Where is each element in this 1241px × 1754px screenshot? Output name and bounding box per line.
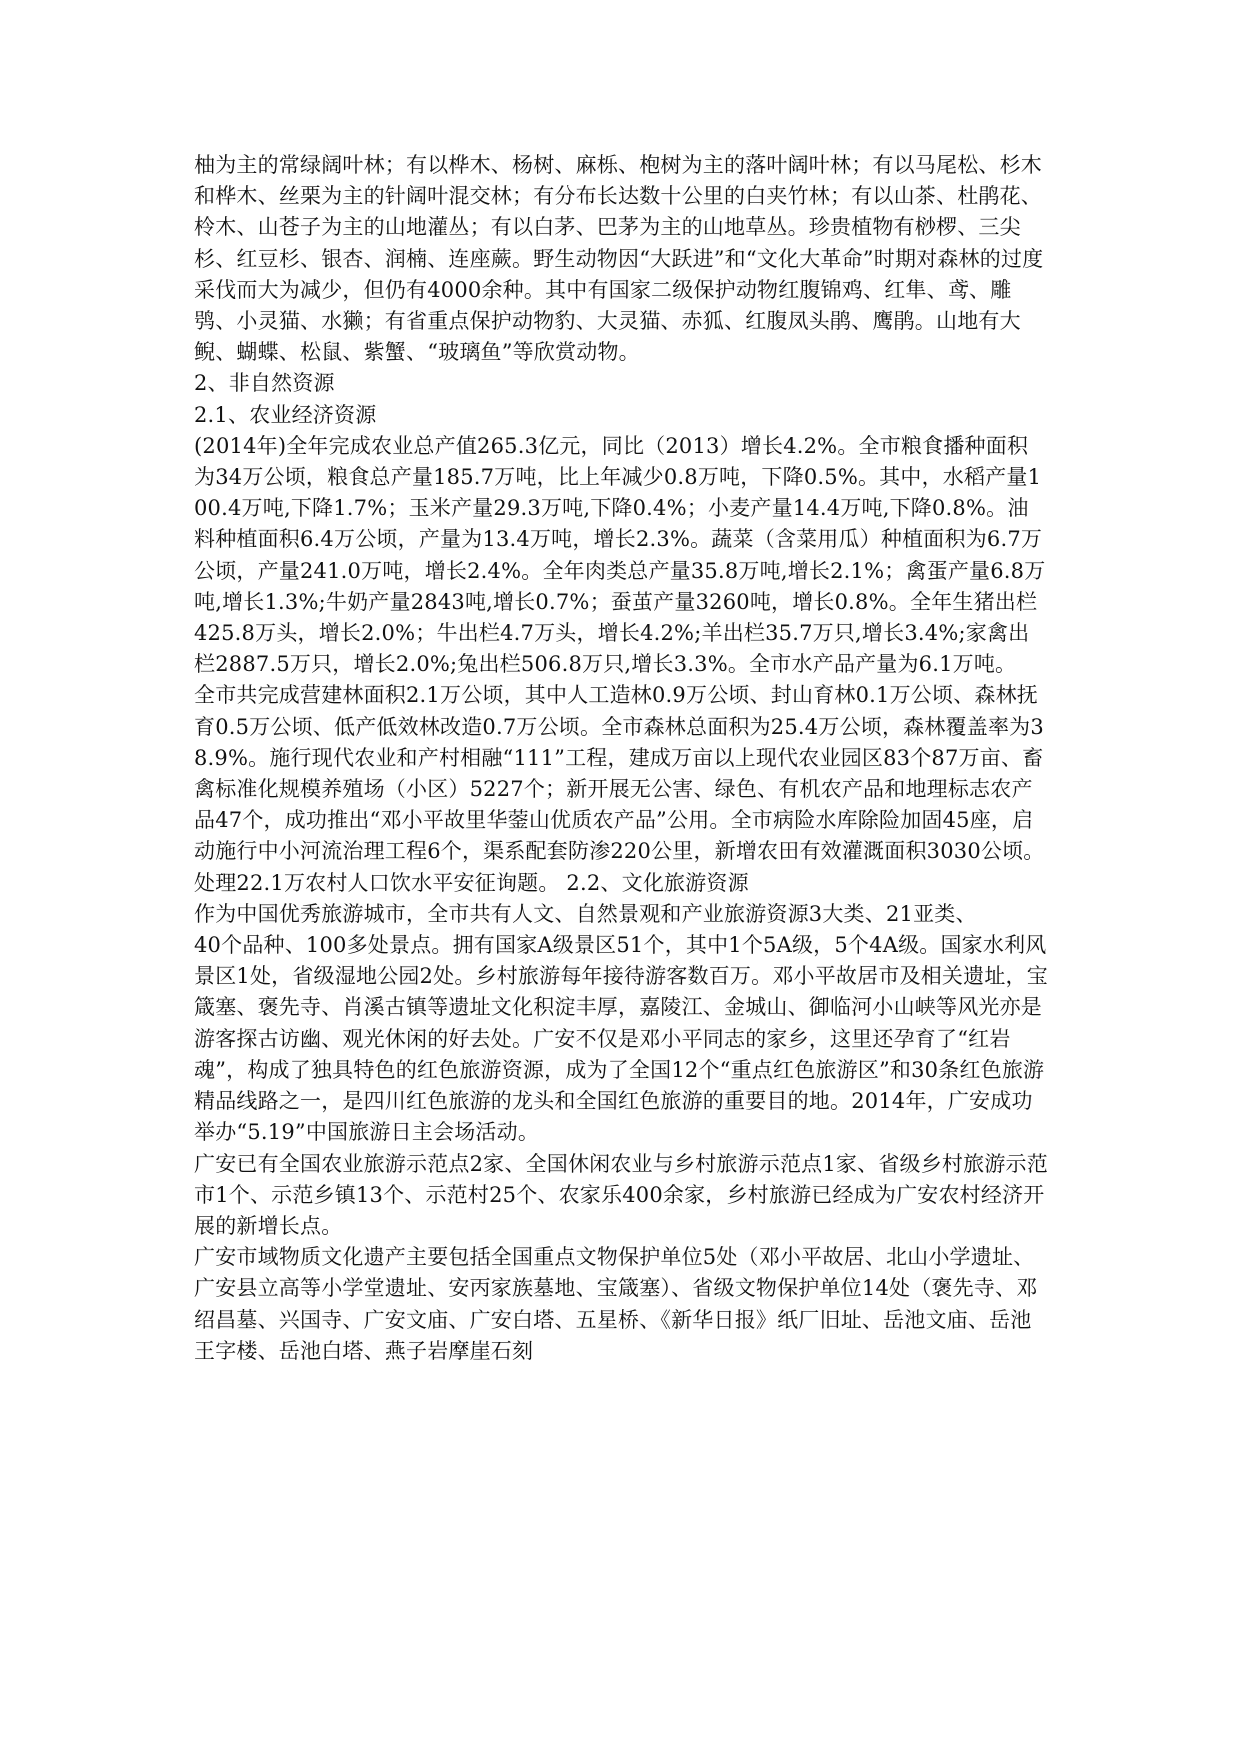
paragraph-cultural-heritage: 广安市域物质文化遗产主要包括全国重点文物保护单位5处（邓小平故居、北山小学遗址、广安县立高等小学堂遗址、安丙家族墓地、宝箴塞）、省级文物保护单位14处（褒先寺、邓绍昌墓、兴国寺、广安文庙、广安白塔、五星桥、《新华日报》纸厂旧址、岳池文庙、岳池王字楼、岳池白塔、燕子岩摩崖石刻 [194,1245,1038,1363]
section-heading-non-natural: 2、非自然资源 [194,371,335,396]
paragraph-agriculture-output: (2014年)全年完成农业总产值265.3亿元，同比（2013）增长4.2%。全市粮食播种面积为34万公顷，粮食总产量185.7万吨，比上年减少0.8万吨，下降0.5%。其中，水稻产量100.4万吨,下降1.7%；玉米产量29.3万吨,下降0.4%；小麦产量14.4万吨,下降0.8%。油料种植面积6.4万公顷，产量为13.4万吨，增长2.3%。蔬菜（含菜用瓜）种植面积为6.7万公顷，产量241.0万吨，增长2.4%。全年肉类总产量35.8万吨,增长2.1%；禽蛋产量6.8万吨,增长1.3%;牛奶产量2843吨,增长0.7%；蚕茧产量3260吨，增长0.8%。全年生猪出栏425.8万头，增长2.0%；牛出栏4.7万头，增长4.2%;羊出栏35.7万只,增长3.4%;家禽出栏2887.5万只，增长2.0%;兔出栏506.8万只,增长3.3%。全市水产品产量为6.1万吨。 [194,433,1046,677]
paragraph-rural-tourism: 广安已有全国农业旅游示范点2家、全国休闲农业与乡村旅游示范点1家、省级乡村旅游示范市1个、示范乡镇13个、示范村25个、农家乐400余家，乡村旅游已经成为广安农村经济开展的新增长点。 [194,1151,1048,1238]
paragraph-flora-fauna: 柚为主的常绿阔叶林；有以桦木、杨树、麻栎、枹树为主的落叶阔叶林；有以马尾松、杉木和桦木、丝栗为主的针阔叶混交林；有分布长达数十公里的白夹竹林；有以山茶、杜鹃花、柃木、山苍子为主的山地灌丛；有以白茅、巴茅为主的山地草丛。珍贵植物有桫椤、三尖杉、红豆杉、银杏、润楠、连座蕨。野生动物因“大跃进”和“文化大革命”时期对森林的过度采伐而大为减少，但仍有4000余种。其中有国家二级保护动物红腹锦鸡、红隼、鸢、雕鸮、小灵猫、水獭；有省重点保护动物豹、大灵猫、赤狐、红腹凤头鹃、鹰鹃。山地有大鲵、蝴蝶、松鼠、紫蟹、“玻璃鱼”等欣赏动物。 [194,153,1044,365]
paragraph-tourism-intro: 作为中国优秀旅游城市，全市共有人文、自然景观和产业旅游资源3大类、21亚类、 [194,901,977,926]
paragraph-tourism-detail: 40个品种、100多处景点。拥有国家A级景区51个，其中1个5A级，5个4A级。国家水利风景区1处，省级湿地公园2处。乡村旅游每年接待游客数百万。邓小平故居市及相关遗址，宝箴塞、褒先寺、肖溪古镇等遗址文化积淀丰厚，嘉陵江、金城山、御临河小山峡等风光亦是游客探古访幽、观光休闲的好去处。广安不仅是邓小平同志的家乡，这里还孕育了“红岩魂”，构成了独具特色的红色旅游资源，成为了全国12个“重点红色旅游区”和30条红色旅游精品线路之一，是四川红色旅游的龙头和全国红色旅游的重要目的地。2014年，广安成功举办“5.19”中国旅游日主会场活动。 [194,933,1048,1145]
paragraph-forestry: 全市共完成营建林面积2.1万公顷，其中人工造林0.9万公顷、封山育林0.1万公顷、森林抚育0.5万公顷、低产低效林改造0.7万公顷。全市森林总面积为25.4万公顷，森林覆盖率为38.9%。施行现代农业和产村相融“111”工程，建成万亩以上现代农业园区83个87万亩、畜禽标准化规模养殖场（小区）5227个；新开展无公害、绿色、有机农产品和地理标志农产品47个，成功推出“邓小平故里华蓥山优质农产品”公用。全市病险水库除险加固45座，启动施行中小河流治理工程6个，渠系配套防渗220公里，新增农田有效灌溉面积3030公顷。处理22.1万农村人口饮水平安征询题。 2.2、文化旅游资源 [194,683,1045,895]
document-body [194,150,1049,1367]
subsection-heading-agriculture: 2.1、农业经济资源 [194,402,377,427]
